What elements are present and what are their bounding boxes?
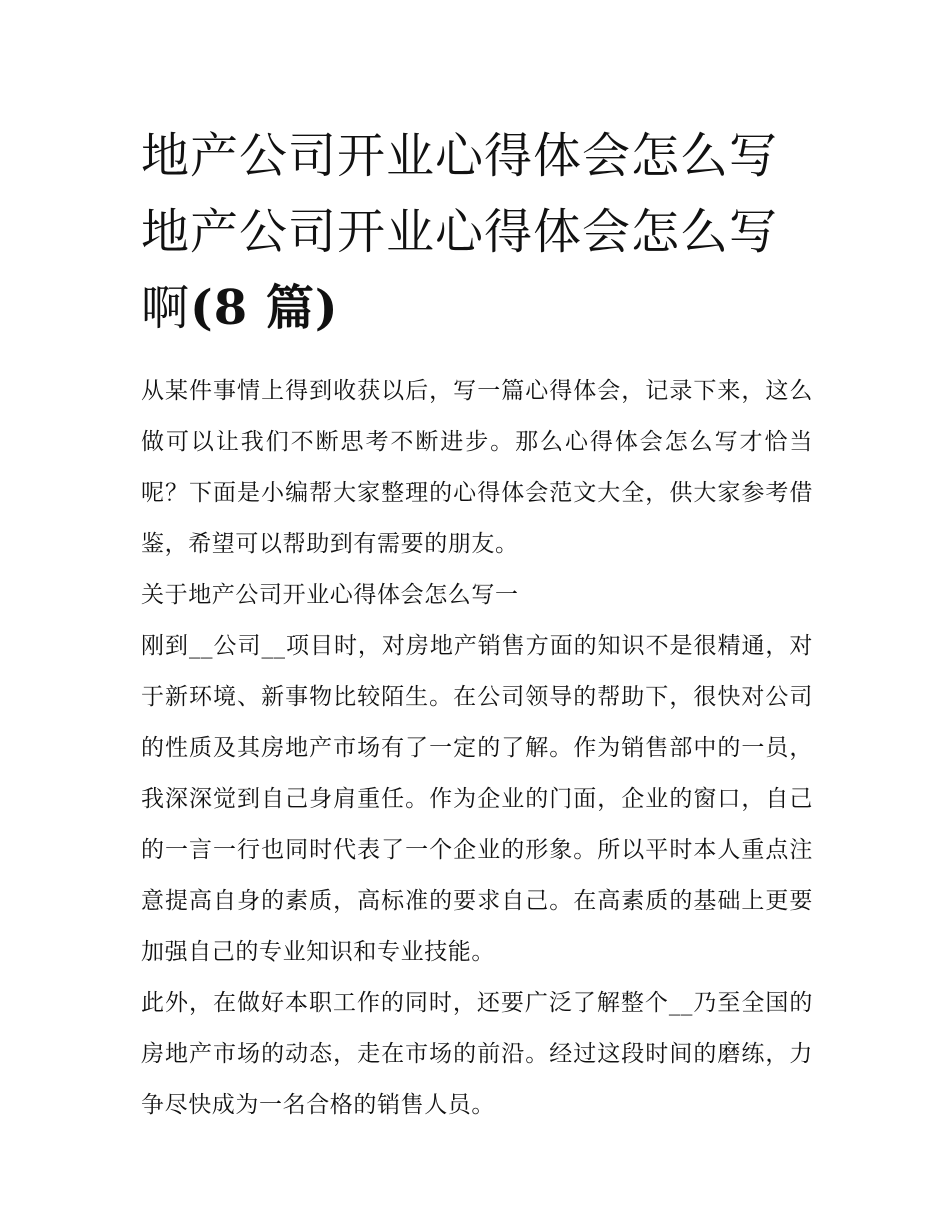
document-page — [141, 118, 813, 1131]
title-line-3-suffix: 篇) — [265, 280, 339, 336]
title-line-1: 地产公司开业心得体会怎么写 — [141, 128, 779, 184]
section-heading: 关于地产公司开业心得体会怎么写一 — [141, 582, 519, 608]
body-paragraph-2: 此外，在做好本职工作的同时，还要广泛了解整个__乃至全国的房地产市场的动态，走在市场的前沿。经过这段时间的磨练，力争尽快成为一名合格的销售人员。 — [141, 990, 813, 1118]
title-line-3-prefix: 啊 — [141, 280, 191, 336]
document-body — [141, 366, 813, 1131]
body-paragraph-1: 刚到__公司__项目时，对房地产销售方面的知识不是很精通，对于新环境、新事物比较陌生。在公司领导的帮助下，很快对公司的性质及其房地产市场有了一定的了解。作为销售部中的一员，我深深觉到自己身肩重任。作为企业的门面，企业的窗口，自己的一言一行也同时代表了一个企业的形象。所以平时本人重点注意提高自身的素质，高标准的要求自己。在高素质的基础上更要加强自己的专业知识和专业技能。 — [141, 633, 813, 965]
intro-paragraph: 从某件事情上得到收获以后，写一篇心得体会，记录下来，这么做可以让我们不断思考不断进步。那么心得体会怎么写才恰当呢？下面是小编帮大家整理的心得体会范文大全，供大家参考借鉴，希望可以帮助到有需要的朋友。 — [141, 378, 813, 557]
title-line-2: 地产公司开业心得体会怎么写 — [141, 204, 779, 260]
title-article-count: (8 — [190, 280, 266, 336]
document-title — [141, 118, 813, 346]
